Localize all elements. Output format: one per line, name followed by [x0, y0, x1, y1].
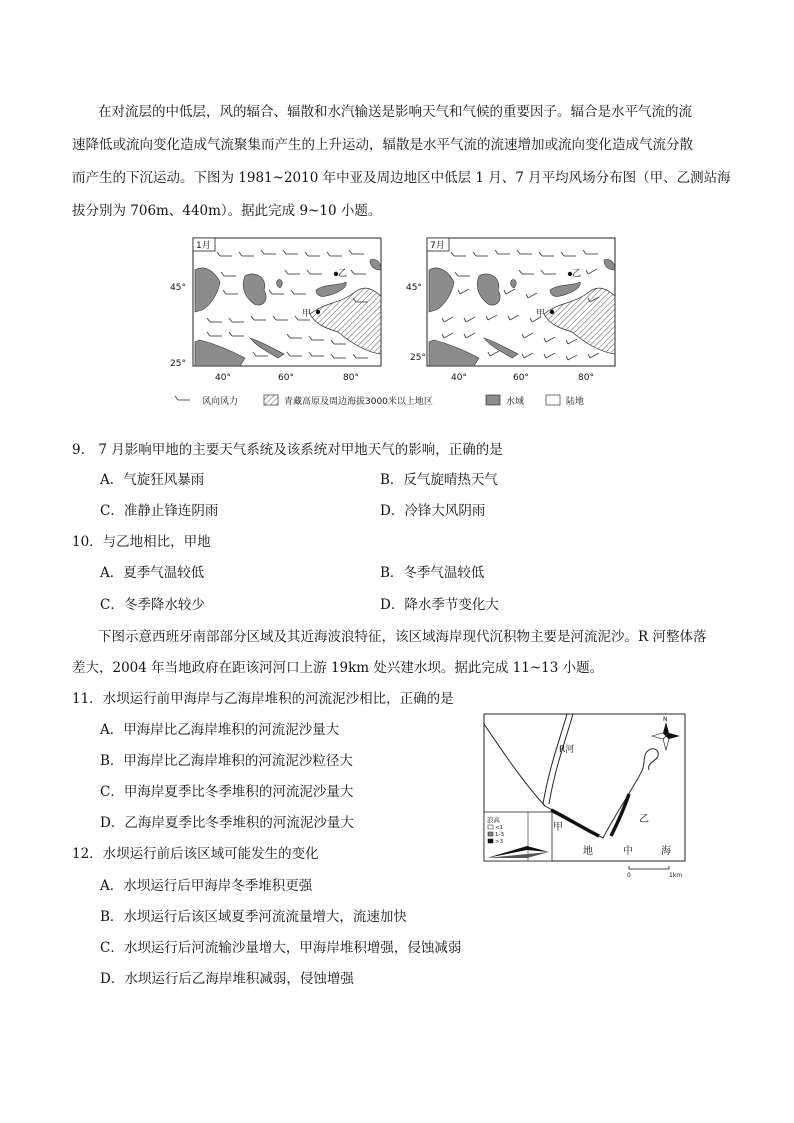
sea-label-1: 地 [583, 846, 593, 857]
coast-yi-label: 乙 [639, 814, 649, 825]
jan-lon60: 60° [278, 373, 294, 383]
q9-stem: 9． 7 月影响甲地的主要天气系统及该系统对甲地天气的影响，正确的是 [72, 442, 503, 458]
north-label: N [663, 716, 668, 723]
q12-stem: 12．水坝运行前后该区域可能发生的变化 [72, 846, 319, 862]
jan-lat45: 45° [170, 283, 186, 293]
legend-plateau-label: 青藏高原及周边海拔3000米以上地区 [284, 397, 433, 407]
q10-option-c[interactable]: C．冬季降水较少 [100, 597, 205, 613]
q11-option-c[interactable]: C．甲海岸夏季比冬季堆积的河流泥沙量大 [100, 784, 354, 800]
wave-class-2: 1-3 [495, 832, 504, 838]
q12-option-d[interactable]: D．水坝运行后乙海岸堆积减弱，侵蚀增强 [100, 971, 354, 987]
map-july [406, 238, 615, 383]
q9-option-c[interactable]: C．准静止锋连阴雨 [100, 503, 219, 519]
map-january [170, 238, 381, 383]
jul-lon80: 80° [578, 373, 594, 383]
scale-bar [627, 866, 682, 879]
wave-height-legend [484, 812, 552, 861]
wave-title: 浪高 [487, 816, 500, 824]
jul-lon60: 60° [513, 373, 529, 383]
jul-jia-label: 甲 [536, 309, 546, 319]
q12-option-c[interactable]: C．水坝运行后河流输沙量增大，甲海岸堆积增强，侵蚀减弱 [100, 940, 462, 956]
intro2-line2: 差大，2004 年当地政府在距该河河口上游 19km 处兴建水坝。据此完成 11~13 小题。 [72, 660, 604, 676]
wind-field-figure [160, 232, 620, 417]
figure1-legend [175, 395, 584, 407]
intro1-line1: 在对流层的中低层，风的辐合、辐散和水汽输送是影响天气和气候的重要因子。辐合是水平气流的流 [98, 104, 692, 120]
jan-jia-label: 甲 [302, 309, 312, 319]
jul-lat45: 45° [406, 283, 422, 293]
jan-lon80: 80° [343, 373, 359, 383]
q11-option-b[interactable]: B．甲海岸比乙海岸堆积的河流泥沙粒径大 [100, 753, 353, 769]
jul-lat25: 25° [410, 353, 426, 363]
q9-option-b[interactable]: B．反气旋晴热天气 [380, 472, 498, 488]
q11-option-d[interactable]: D．乙海岸夏季比冬季堆积的河流泥沙量大 [100, 815, 354, 831]
q11-option-a[interactable]: A．甲海岸比乙海岸堆积的河流泥沙量大 [100, 722, 340, 738]
intro1-line2: 速降低或流向变化造成气流聚集而产生的上升运动，辐散是水平气流的流速增加或流向变化造成气流分散 [72, 137, 693, 153]
wave-class-3: >3 [495, 839, 504, 845]
scale-1km: 1km [669, 872, 683, 879]
jul-yi-label: 乙 [572, 269, 582, 279]
intro2-line1: 下图示意西班牙南部部分区域及其近海波浪特征，该区域海岸现代沉积物主要是河流泥沙。R 河整体落 [98, 629, 707, 645]
scale-zero: 0 [627, 872, 631, 879]
q10-option-b[interactable]: B．冬季气温较低 [380, 565, 485, 581]
river-label: R河 [559, 745, 575, 755]
jan-month-label: 1月 [196, 241, 211, 251]
sea-label-2: 中 [623, 846, 633, 857]
jan-yi-label: 乙 [338, 269, 348, 279]
q10-option-d[interactable]: D．降水季节变化大 [380, 597, 499, 613]
legend-wind-label: 风向风力 [202, 397, 239, 407]
q12-option-a[interactable]: A．水坝运行后甲海岸冬季堆积更强 [100, 878, 313, 894]
q9-option-a[interactable]: A．气旋狂风暴雨 [100, 472, 205, 488]
legend-water-label: 水域 [506, 397, 525, 407]
sea-label-3: 海 [661, 846, 671, 857]
jul-lon40: 40° [451, 373, 467, 383]
coast-map-figure [483, 712, 688, 880]
intro1-line3: 而产生的下沉运动。下图为 1981~2010 年中亚及周边地区中低层 1 月、7 月平均风场分布图（甲、乙测站海 [72, 170, 731, 186]
q10-stem: 10．与乙地相比，甲地 [72, 534, 211, 550]
jul-month-label: 7月 [430, 241, 445, 251]
coast-jia-label: 甲 [553, 822, 563, 833]
q9-option-d[interactable]: D．冷锋大风阴雨 [380, 503, 486, 519]
legend-land-label: 陆地 [566, 397, 585, 407]
wave-class-1: <1 [495, 825, 504, 831]
q12-option-b[interactable]: B．水坝运行后该区域夏季河流流量增大，流速加快 [100, 909, 407, 925]
q10-option-a[interactable]: A．夏季气温较低 [100, 565, 205, 581]
jan-lat25: 25° [170, 359, 186, 369]
intro1-line4: 拔分别为 706m、440m）。据此完成 9~10 小题。 [72, 203, 382, 219]
q11-stem: 11．水坝运行前甲海岸与乙海岸堆积的河流泥沙相比，正确的是 [72, 691, 454, 707]
jan-lon40: 40° [215, 373, 231, 383]
